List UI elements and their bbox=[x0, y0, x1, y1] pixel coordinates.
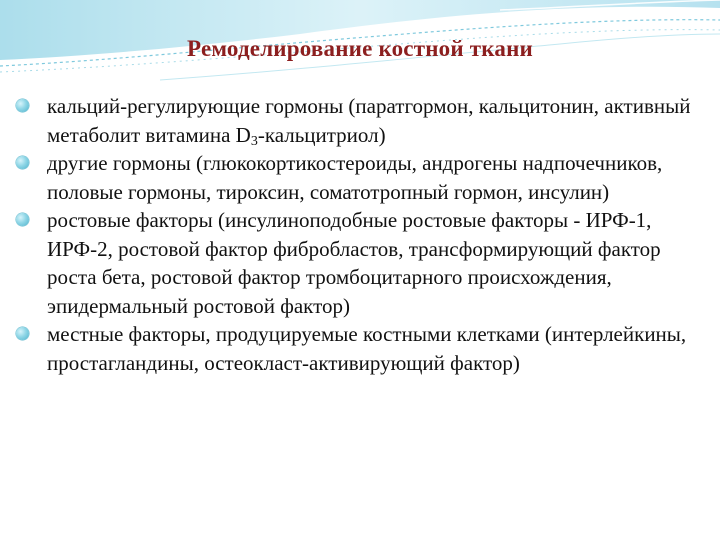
subscript: 3 bbox=[250, 133, 258, 149]
bullet-text: ростовые факторы (инсулиноподобные ростовые факторы - ИРФ-1, ИРФ-2, ростовой фактор фибробластов, трансформирующий фактор роста бета, ростовой фактор тромбоцитарного происхождения, эпидермальный ростовой фактор) bbox=[47, 208, 661, 318]
bullet-text: другие гормоны (глюкокортикостероиды, андрогены надпочечников, половые гормоны, тироксин, соматотропный гормон, инсулин) bbox=[47, 151, 663, 204]
bullet-circle-icon bbox=[16, 156, 29, 169]
slide-title: Ремоделирование костной ткани bbox=[187, 36, 533, 61]
bullet-circle-icon bbox=[16, 99, 29, 112]
bullet-text: кальций-регулирующие гормоны (паратгормон, кальцитонин, активный метаболит витамина $D_3-кальцитриол$) bbox=[47, 94, 691, 149]
bullet-list bbox=[14, 92, 694, 377]
bullet-circle-icon bbox=[16, 213, 29, 226]
bullet-item-growth-factors bbox=[14, 206, 694, 320]
bullet-item-hormones bbox=[14, 92, 694, 149]
bullet-item-other-hormones bbox=[14, 149, 694, 206]
bullet-text: местные факторы, продуцируемые костными клетками (интерлейкины, простагландины, остеокласт-активирующий фактор) bbox=[47, 322, 687, 375]
bullet-item-local-factors bbox=[14, 320, 694, 377]
bullet-circle-icon bbox=[16, 327, 29, 340]
